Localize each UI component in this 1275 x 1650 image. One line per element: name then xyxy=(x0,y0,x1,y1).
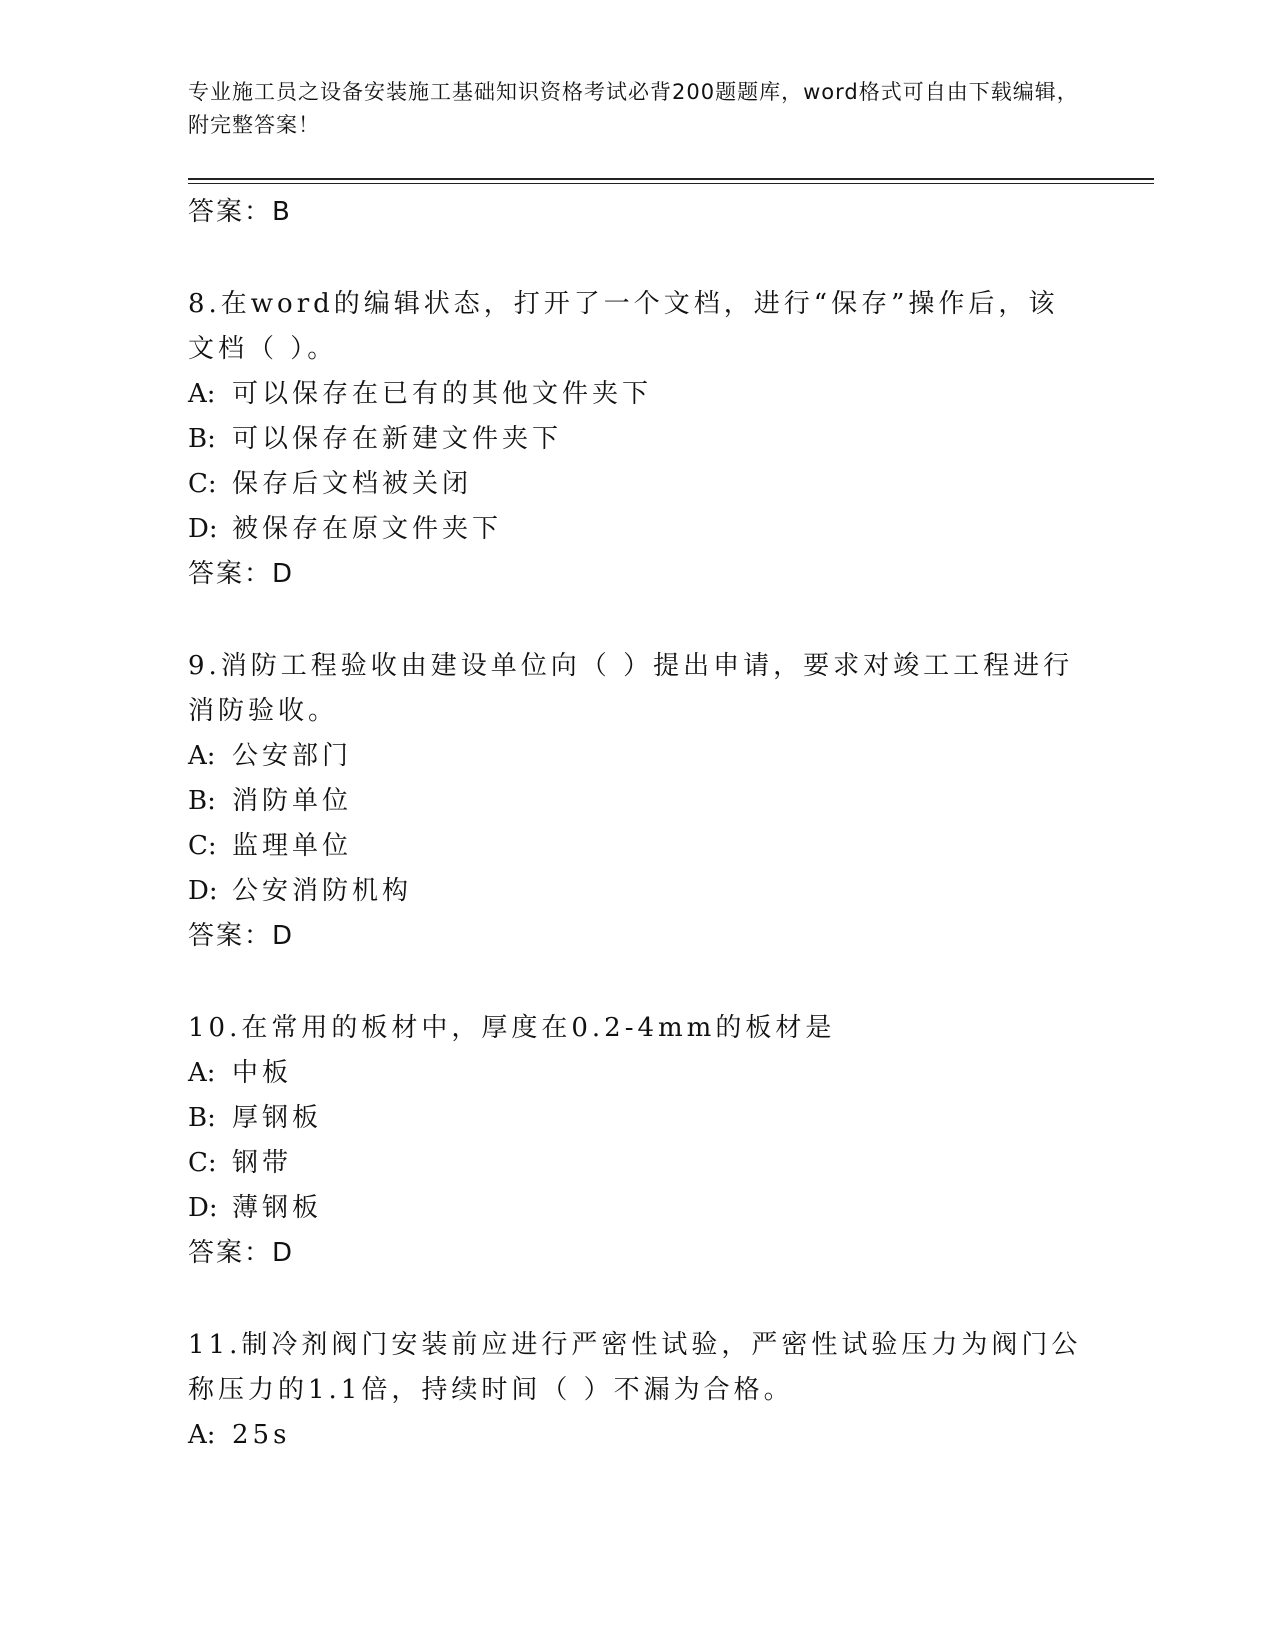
header-rule-thick xyxy=(188,178,1154,180)
option-d xyxy=(188,869,1088,914)
option-text: 可以保存在新建文件夹下 xyxy=(232,424,563,454)
option-d xyxy=(188,1186,1088,1231)
option-text: 公安消防机构 xyxy=(232,876,413,906)
question-stem: 10.在常用的板材中，厚度在0.2-4mm的板材是 xyxy=(188,1013,836,1043)
spacer xyxy=(188,234,1088,282)
option-b xyxy=(188,417,1088,462)
option-c xyxy=(188,1141,1088,1186)
option-text: 保存后文档被关闭 xyxy=(232,469,473,499)
option-a xyxy=(188,734,1088,779)
option-text: 25s xyxy=(232,1420,291,1450)
answer-line: 答案：D xyxy=(188,921,295,951)
option-text: 可以保存在已有的其他文件夹下 xyxy=(232,379,653,409)
option-text: 消防单位 xyxy=(232,786,353,816)
option-a xyxy=(188,1051,1088,1096)
option-label: C: xyxy=(188,1148,217,1178)
option-text: 公安部门 xyxy=(232,741,353,771)
answer-line: 答案：B xyxy=(188,197,292,227)
option-a xyxy=(188,372,1088,417)
option-c xyxy=(188,824,1088,869)
option-text: 厚钢板 xyxy=(232,1103,323,1133)
option-text: 监理单位 xyxy=(232,831,353,861)
option-label: A: xyxy=(188,741,216,771)
option-text: 薄钢板 xyxy=(232,1193,323,1223)
option-a xyxy=(188,1413,1088,1458)
option-label: C: xyxy=(188,469,217,499)
option-label: B: xyxy=(188,424,216,454)
question-list xyxy=(188,190,1088,1458)
option-label: A: xyxy=(188,379,216,409)
question-10 xyxy=(188,1006,1088,1275)
option-c xyxy=(188,462,1088,507)
question-stem: 9.消防工程验收由建设单位向（ ）提出申请，要求对竣工工程进行消防验收。 xyxy=(188,651,1074,726)
option-text: 钢带 xyxy=(232,1148,293,1178)
option-text: 被保存在原文件夹下 xyxy=(232,514,503,544)
document-header: 专业施工员之设备安装施工基础知识资格考试必背200题题库，word格式可自由下载编辑，附完整答案！ xyxy=(188,80,1079,137)
option-label: B: xyxy=(188,786,216,816)
question-stem: 11.制冷剂阀门安装前应进行严密性试验，严密性试验压力为阀门公称压力的1.1倍，持续时间（ ）不漏为合格。 xyxy=(188,1330,1082,1405)
option-label: D: xyxy=(188,514,218,544)
option-label: A: xyxy=(188,1420,216,1450)
option-b xyxy=(188,1096,1088,1141)
question-9 xyxy=(188,644,1088,958)
option-label: A: xyxy=(188,1058,216,1088)
spacer xyxy=(188,596,1088,644)
question-11 xyxy=(188,1323,1088,1458)
answer-line: 答案：D xyxy=(188,1238,295,1268)
header-rule-thin xyxy=(188,183,1154,184)
option-d xyxy=(188,507,1088,552)
question-stem: 8.在word的编辑状态，打开了一个文档，进行“保存”操作后，该文档（ ）。 xyxy=(188,289,1059,364)
question-8 xyxy=(188,282,1088,596)
option-label: C: xyxy=(188,831,217,861)
option-text: 中板 xyxy=(232,1058,293,1088)
answer-line: 答案：D xyxy=(188,559,295,589)
option-label: D: xyxy=(188,876,218,906)
option-label: B: xyxy=(188,1103,216,1133)
spacer xyxy=(188,1275,1088,1323)
option-b xyxy=(188,779,1088,824)
spacer xyxy=(188,958,1088,1006)
option-label: D: xyxy=(188,1193,218,1223)
